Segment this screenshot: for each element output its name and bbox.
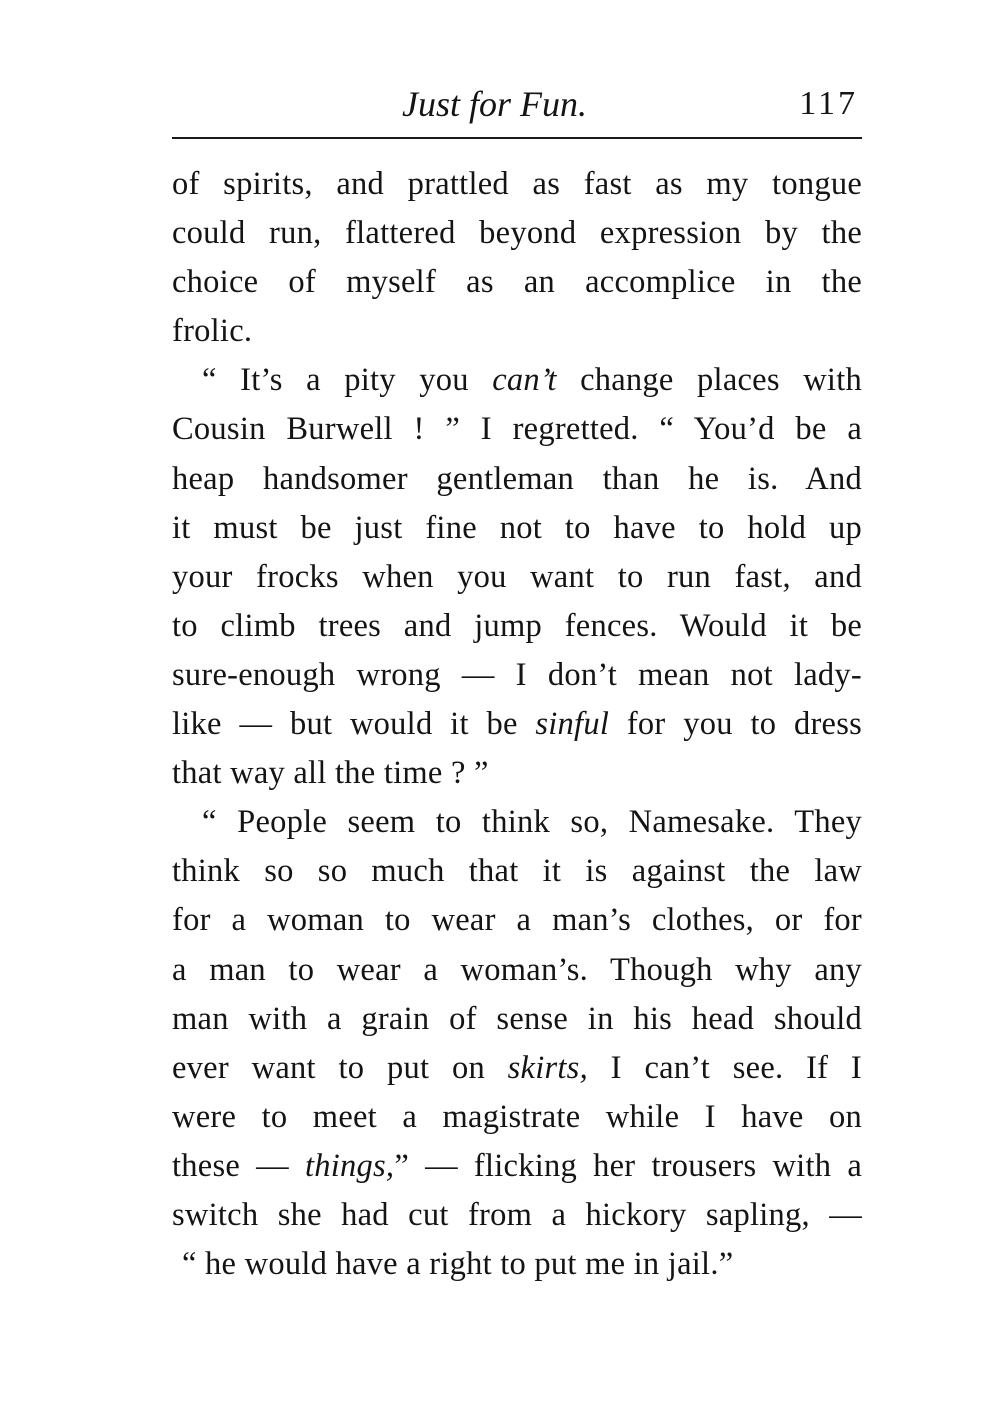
text-segment: change places with [556,362,862,399]
running-head [172,82,862,132]
text-line [172,1142,862,1191]
text-line: choice of myself as an accomplice in the [172,264,862,301]
paragraph [172,160,862,356]
text-segment: for you to dress [609,706,863,743]
text-line: switch she had cut from a hickory sapling, — [172,1196,862,1233]
text-line: sure-enough wrong — I don’t mean not lady- [172,656,862,693]
text-line: of spirits, and prattled as fast as my tongue [172,166,862,202]
text-line: heap handsomer gentleman than he is. And [172,460,862,497]
text-line: were to meet a magistrate while I have on [172,1098,862,1135]
text-line: to climb trees and jump fences. Would it be [172,607,862,644]
text-segment: like — but would it be [172,706,536,743]
text-line: frolic. [172,313,253,350]
text-line: Cousin Burwell ! ” I regretted. “ You’d be a [172,411,862,448]
text-line: your frocks when you want to run fast, and [172,558,862,595]
paragraph [172,356,862,798]
italic-text: sinful [535,706,610,743]
page-number: 117 [799,85,858,122]
text-segment: “ It’s a pity you [202,362,493,399]
italic-text: can’t [492,362,557,399]
italic-text: things, [304,1147,395,1184]
paragraph [172,798,862,1289]
text-segment: these — [172,1147,305,1184]
text-line [172,356,862,405]
text-segment: I can’t see. If I [587,1049,862,1086]
text-line [172,1044,862,1093]
text-line [172,700,862,749]
text-line: a man to wear a woman’s. Though why any [172,951,862,988]
text-segment: ever want to put on [172,1049,508,1086]
text-line: think so so much that it is against the law [172,853,862,890]
text-line: could run, flattered beyond expression by the [172,215,862,252]
text-segment: ” — flicking her trousers with a [394,1147,862,1184]
italic-text: skirts, [507,1049,588,1086]
text-line: “ People seem to think so, Namesake. They [202,804,862,841]
running-title: Just for Fun. [402,84,587,124]
text-line: man with a grain of sense in his head should [172,1000,862,1037]
text-line: for a woman to wear a man’s clothes, or for [172,902,862,939]
header-rule [172,137,862,139]
text-line: that way all the time ? ” [172,755,489,792]
body-text [172,160,862,1289]
text-line: it must be just fine not to have to hold up [172,509,862,546]
text-line: “ he would have a right to put me in jail.” [182,1246,734,1283]
